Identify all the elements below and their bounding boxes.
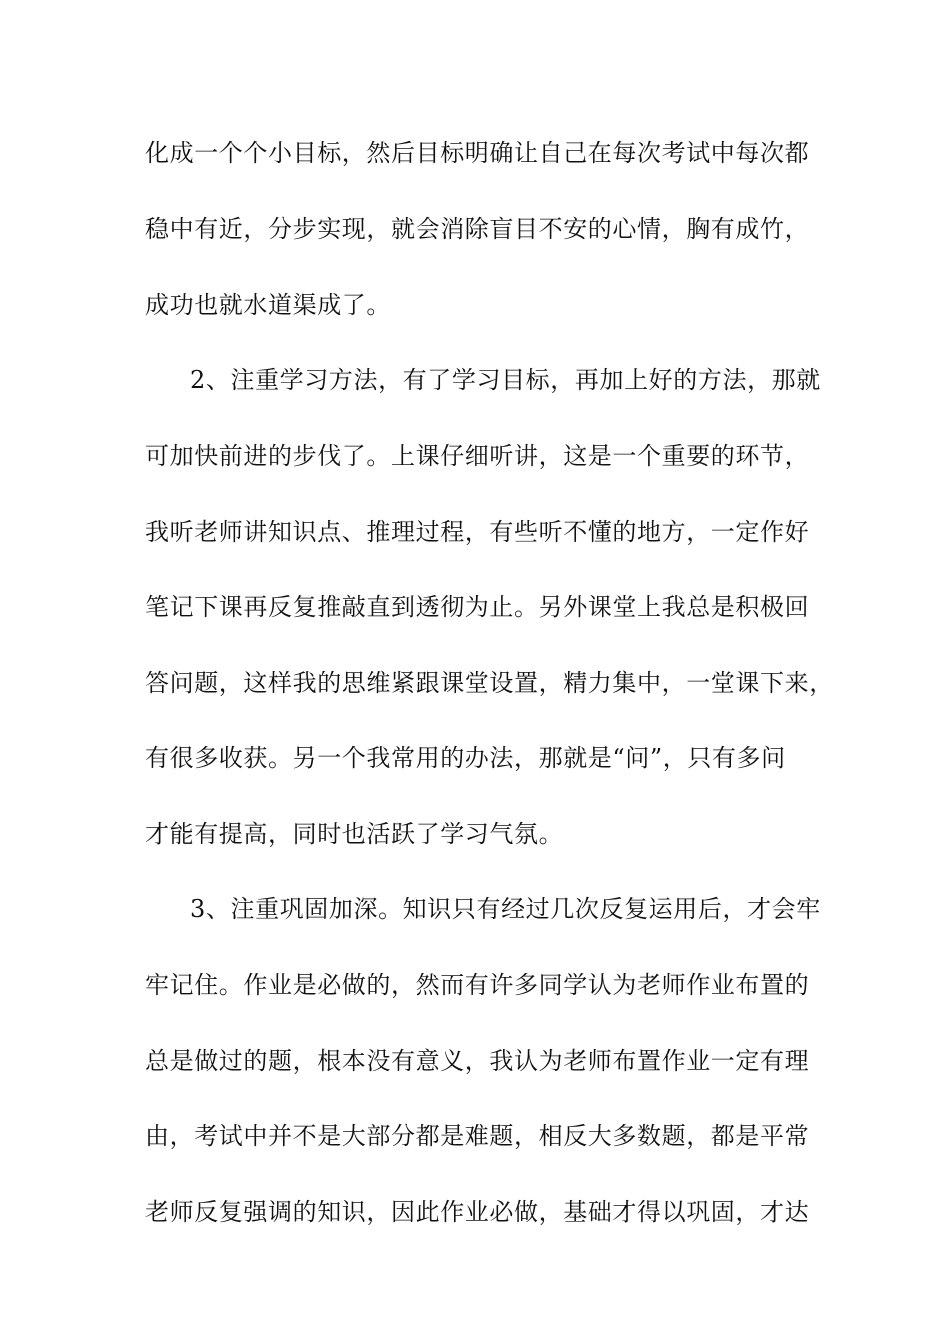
text-line-3: 成功也就水道渠成了。	[145, 291, 391, 319]
paragraph-2-first-line: 2、注重学习方法，有了学习目标，再加上好的方法，那就	[190, 366, 821, 394]
text-line-15: 老师反复强调的知识，因此作业必做，基础才得以巩固，才达	[145, 1198, 810, 1226]
text-line-9: 有很多收获。另一个我常用的办法，那就是“问”，只有多问	[145, 744, 786, 772]
text-line-1: 化成一个个小目标，然后目标明确让自己在每次考试中每次都	[145, 139, 810, 167]
text-line-10: 才能有提高，同时也活跃了学习气氛。	[145, 820, 564, 848]
text-line-7: 笔记下课再反复推敲直到透彻为止。另外课堂上我总是积极回	[145, 593, 810, 621]
text-line-6: 我听老师讲知识点、推理过程，有些听不懂的地方，一定作好	[145, 518, 810, 546]
text-line-2: 稳中有近，分步实现，就会消除盲目不安的心情，胸有成竹，	[145, 215, 810, 243]
text-line-12: 牢记住。作业是必做的，然而有许多同学认为老师作业布置的	[145, 971, 810, 999]
text-line-14: 由，考试中并不是大部分都是难题，相反大多数题，都是平常	[145, 1122, 810, 1150]
paragraph-3-first-line: 3、注重巩固加深。知识只有经过几次反复运用后，才会牢	[190, 895, 821, 923]
text-line-5: 可加快前进的步伐了。上课仔细听讲，这是一个重要的环节，	[145, 442, 810, 470]
text-line-8: 答问题，这样我的思维紧跟课堂设置，精力集中，一堂课下来，	[145, 669, 834, 697]
text-line-13: 总是做过的题，根本没有意义，我认为老师布置作业一定有理	[145, 1047, 810, 1075]
